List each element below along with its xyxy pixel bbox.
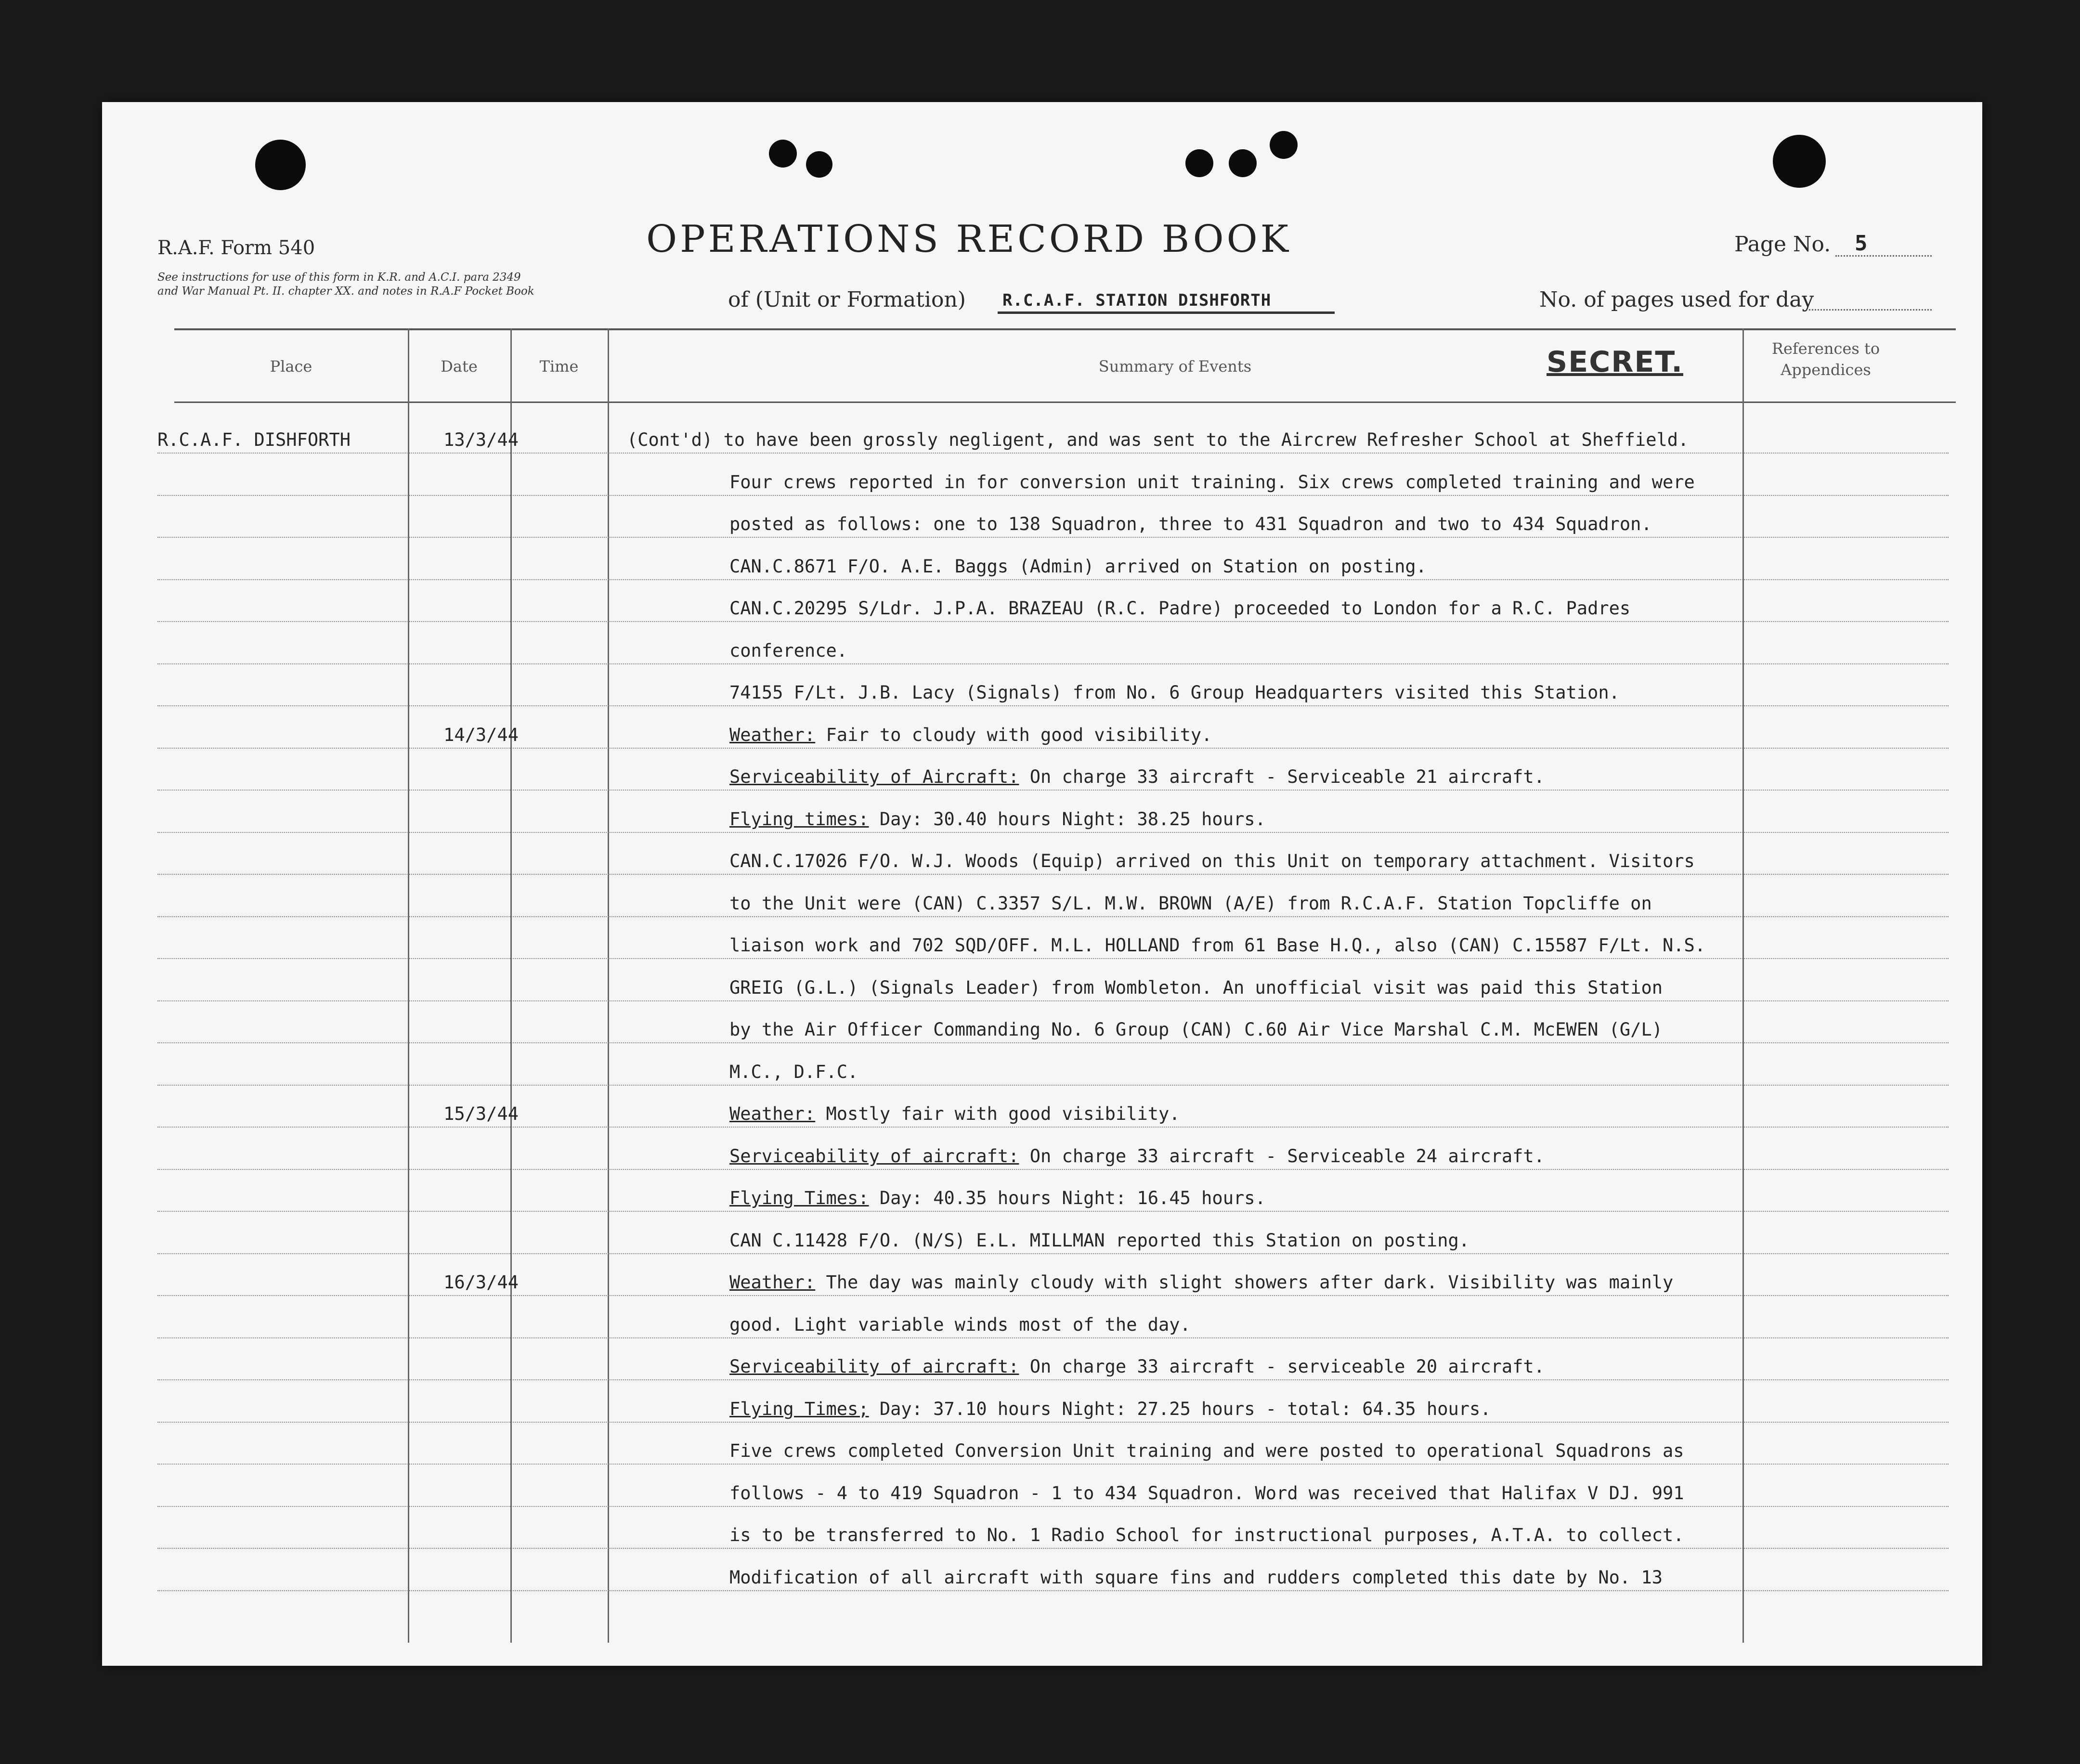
col-divider-date	[510, 328, 512, 1643]
row-rule	[157, 1590, 1949, 1591]
row-rule	[157, 663, 1949, 664]
entry-text: The day was mainly cloudy with slight showers after dark. Visibility was mainly	[815, 1272, 1674, 1293]
row-rule	[157, 1127, 1949, 1128]
entry-text: Fair to cloudy with good visibility.	[815, 725, 1212, 745]
row-rule	[157, 537, 1949, 538]
entry-summary	[729, 809, 1266, 830]
entry-summary	[729, 1103, 1180, 1124]
row-rule	[157, 832, 1949, 833]
binder-mark	[1229, 149, 1257, 177]
entry-text: Modification of all aircraft with square fins and rudders completed this date by No. 13	[729, 1567, 1663, 1588]
row-rule	[157, 495, 1949, 496]
entry-text: good. Light variable winds most of the day.	[729, 1314, 1191, 1335]
entry-heading: Flying Times;	[729, 1399, 869, 1419]
entry-text: to the Unit were (CAN) C.3357 S/L. M.W. BROWN (A/E) from R.C.A.F. Station Topcliffe on	[729, 893, 1652, 914]
entry-summary	[729, 1272, 1673, 1293]
row-rule	[157, 790, 1949, 791]
record-sheet	[102, 102, 1982, 1666]
entry-text: CAN.C.17026 F/O. W.J. Woods (Equip) arrived on this Unit on temporary attachment. Visitors	[729, 851, 1695, 871]
entry-summary	[729, 1399, 1491, 1419]
form-number: R.A.F. Form 540	[157, 237, 315, 259]
row-rule	[157, 748, 1949, 749]
entry-text: follows - 4 to 419 Squadron - 1 to 434 Squadron. Word was received that Halifax V DJ. 991	[729, 1483, 1684, 1504]
entry-summary	[729, 1062, 858, 1082]
binder-mark	[1270, 131, 1298, 159]
entry-summary	[729, 1314, 1191, 1335]
punch-hole-right	[1773, 135, 1826, 188]
row-rule	[157, 1169, 1949, 1170]
entry-summary	[729, 935, 1705, 956]
row-rule	[157, 705, 1949, 706]
pages-used-label: No. of pages used for day	[1539, 287, 1814, 312]
row-rule	[157, 1506, 1949, 1507]
binder-mark	[806, 151, 832, 178]
entry-text: On charge 33 aircraft - serviceable 20 aircraft.	[1019, 1356, 1545, 1377]
row-rule	[157, 1295, 1949, 1296]
form-instructions: See instructions for use of this form in K.R. and A.C.I. para 2349 and War Manual Pt. II. chapter XX. and notes in R.A.F Pocket Book	[157, 271, 534, 298]
page-number-label: Page No.	[1734, 232, 1831, 257]
entry-heading: Serviceability of Aircraft:	[729, 766, 1019, 787]
row-rule	[157, 1085, 1949, 1086]
row-rule	[157, 958, 1949, 959]
page-number-line	[1835, 255, 1932, 257]
entry-text: conference.	[729, 640, 848, 661]
entry-summary	[729, 640, 847, 661]
col-header-time: Time	[539, 357, 579, 376]
entry-text: CAN C.11428 F/O. (N/S) E.L. MILLMAN reported this Station on posting.	[729, 1230, 1470, 1251]
entry-text: CAN.C.20295 S/Ldr. J.P.A. BRAZEAU (R.C. Padre) proceeded to London for a R.C. Padres	[729, 598, 1631, 619]
unit-label: of (Unit or Formation)	[728, 287, 966, 312]
page-title: OPERATIONS RECORD BOOK	[646, 218, 1291, 261]
entry-text: CAN.C.8671 F/O. A.E. Baggs (Admin) arrived on Station on posting.	[729, 556, 1427, 577]
entry-summary	[729, 851, 1695, 871]
row-rule	[157, 1211, 1949, 1212]
entry-heading: Flying Times:	[729, 1188, 869, 1208]
row-rule	[157, 916, 1949, 917]
binder-mark	[1185, 149, 1213, 177]
col-divider-place	[408, 328, 409, 1643]
entry-summary	[729, 472, 1695, 493]
entry-date: 16/3/44	[443, 1272, 519, 1293]
entry-text: (Cont'd) to have been grossly negligent, and was sent to the Aircrew Refresher School at Sheffield.	[627, 429, 1689, 450]
row-rule	[157, 621, 1949, 622]
entry-text: Day: 40.35 hours Night: 16.45 hours.	[869, 1188, 1266, 1208]
punch-hole-left	[255, 140, 306, 190]
row-rule	[157, 579, 1949, 580]
col-divider-summary	[1742, 328, 1744, 1643]
entry-heading: Serviceability of aircraft:	[729, 1356, 1019, 1377]
entry-text: Mostly fair with good visibility.	[815, 1103, 1180, 1124]
entry-date: 13/3/44	[443, 429, 519, 450]
entry-summary	[729, 1356, 1545, 1377]
unit-underline	[998, 311, 1335, 314]
entry-heading: Flying times:	[729, 809, 869, 830]
entry-text: GREIG (G.L.) (Signals Leader) from Wombleton. An unofficial visit was paid this Station	[729, 977, 1663, 998]
binder-mark	[769, 140, 797, 168]
entry-heading: Weather:	[729, 1272, 816, 1293]
table-top-rule	[174, 328, 1956, 330]
entry-summary	[729, 556, 1427, 577]
entry-heading: Serviceability of aircraft:	[729, 1146, 1019, 1167]
entry-summary	[729, 1525, 1684, 1545]
unit-value: R.C.A.F. STATION DISHFORTH	[1002, 291, 1272, 310]
entry-date: 14/3/44	[443, 725, 519, 745]
entry-summary	[729, 682, 1620, 703]
entry-summary	[729, 977, 1663, 998]
entry-summary	[729, 514, 1652, 534]
row-rule	[157, 1000, 1949, 1001]
entry-summary	[729, 766, 1545, 787]
entry-summary	[729, 1146, 1545, 1167]
entry-text: posted as follows: one to 138 Squadron, three to 431 Squadron and two to 434 Squadron.	[729, 514, 1652, 534]
secret-stamp: SECRET.	[1547, 345, 1684, 379]
row-rule	[157, 1379, 1949, 1380]
row-rule	[157, 1042, 1949, 1043]
entry-text: On charge 33 aircraft - Serviceable 21 aircraft.	[1019, 766, 1545, 787]
entry-summary	[729, 1567, 1663, 1588]
entry-summary	[729, 1440, 1684, 1461]
entry-text: is to be transferred to No. 1 Radio School for instructional purposes, A.T.A. to collect.	[729, 1525, 1684, 1545]
entry-text: Four crews reported in for conversion unit training. Six crews completed training and were	[729, 472, 1695, 493]
entry-summary	[729, 1019, 1663, 1040]
col-divider-time	[608, 328, 609, 1643]
col-header-summary: Summary of Events	[1098, 357, 1252, 376]
entry-text: Five crews completed Conversion Unit training and were posted to operational Squadrons as	[729, 1440, 1684, 1461]
entry-date: 15/3/44	[443, 1103, 519, 1124]
row-rule	[157, 453, 1949, 454]
pages-used-line	[1809, 309, 1932, 311]
entry-summary	[729, 893, 1652, 914]
entry-text: by the Air Officer Commanding No. 6 Group (CAN) C.60 Air Vice Marshal C.M. McEWEN (G/L)	[729, 1019, 1663, 1040]
row-rule	[157, 1422, 1949, 1423]
entry-text: Day: 30.40 hours Night: 38.25 hours.	[869, 809, 1266, 830]
entry-summary	[729, 598, 1630, 619]
entry-heading: Weather:	[729, 1103, 816, 1124]
col-header-references: References to Appendices	[1771, 339, 1880, 379]
entry-text: 74155 F/Lt. J.B. Lacy (Signals) from No. 6 Group Headquarters visited this Station.	[729, 682, 1620, 703]
entry-summary	[729, 1483, 1684, 1504]
entry-heading: Weather:	[729, 725, 816, 745]
entry-text: Day: 37.10 hours Night: 27.25 hours - total: 64.35 hours.	[869, 1399, 1491, 1419]
table-header-rule	[174, 402, 1956, 403]
entry-summary	[729, 725, 1212, 745]
entry-summary	[729, 1188, 1266, 1208]
entry-summary	[627, 429, 1689, 450]
row-rule	[157, 874, 1949, 875]
entry-summary	[729, 1230, 1469, 1251]
col-header-place: Place	[270, 357, 312, 376]
row-rule	[157, 1253, 1949, 1254]
entry-text: On charge 33 aircraft - Serviceable 24 aircraft.	[1019, 1146, 1545, 1167]
entry-place: R.C.A.F. DISHFORTH	[157, 429, 351, 450]
row-rule	[157, 1548, 1949, 1549]
entry-text: M.C., D.F.C.	[729, 1062, 858, 1082]
row-rule	[157, 1337, 1949, 1338]
page-number-value: 5	[1855, 231, 1868, 256]
col-header-date: Date	[441, 357, 478, 376]
row-rule	[157, 1464, 1949, 1465]
entry-text: liaison work and 702 SQD/OFF. M.L. HOLLAND from 61 Base H.Q., also (CAN) C.15587 F/Lt. N.S.	[729, 935, 1706, 956]
